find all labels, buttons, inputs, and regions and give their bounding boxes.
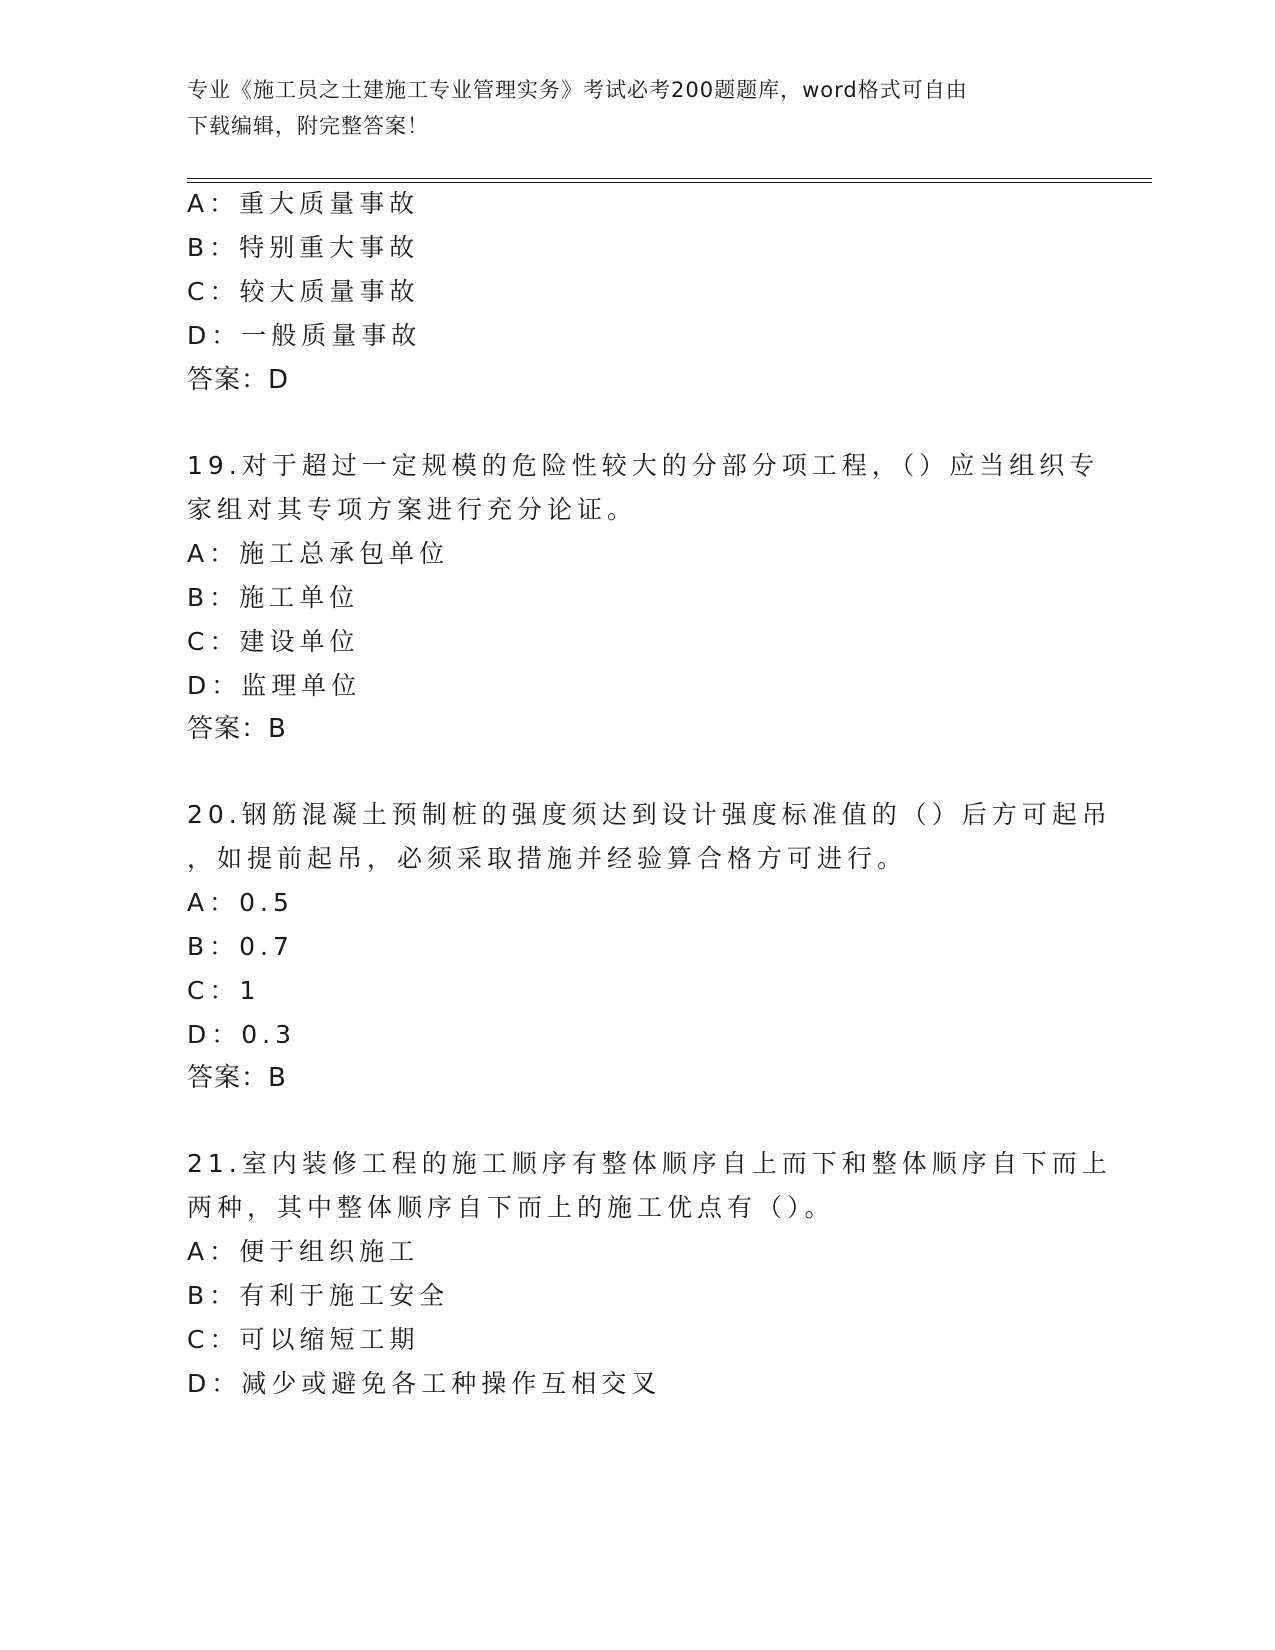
q20-stem-line-2: ，如提前起吊，必须采取措施并经验算合格方可进行。 <box>187 844 908 873</box>
q20-stem-line-1: 20.钢筋混凝土预制桩的强度须达到设计强度标准值的（）后方可起吊 <box>187 800 1112 829</box>
q21-stem-line-2: 两种，其中整体顺序自下而上的施工优点有（）。 <box>187 1193 835 1222</box>
q20-option-a: A：0.5 <box>187 888 294 917</box>
q21-option-d: D：减少或避免各工种操作互相交叉 <box>187 1369 662 1398</box>
q19-stem-line-1: 19.对于超过一定规模的危险性较大的分部分项工程，（）应当组织专 <box>187 451 1100 480</box>
q20-option-b: B：0.7 <box>187 932 294 961</box>
q18-option-c: C：较大质量事故 <box>187 277 420 306</box>
q19-option-a: A：施工总承包单位 <box>187 539 450 568</box>
q21-option-c: C：可以缩短工期 <box>187 1325 420 1354</box>
q18-option-b: B：特别重大事故 <box>187 233 420 262</box>
header-divider <box>187 178 1152 183</box>
header-line-1: 专业《施工员之土建施工专业管理实务》考试必考200题题库，word格式可自由 <box>187 78 968 102</box>
q20-answer: 答案：B <box>187 1063 287 1093</box>
q18-option-a: A：重大质量事故 <box>187 189 420 218</box>
q21-stem-line-1: 21.室内装修工程的施工顺序有整体顺序自上而下和整体顺序自下而上 <box>187 1149 1112 1178</box>
q18-option-d: D：一般质量事故 <box>187 321 422 350</box>
q20-option-d: D：0.3 <box>187 1020 297 1049</box>
q21-option-a: A：便于组织施工 <box>187 1237 420 1266</box>
q19-answer: 答案：B <box>187 714 287 744</box>
q20-option-c: C：1 <box>187 976 261 1005</box>
q19-option-b: B：施工单位 <box>187 583 360 612</box>
q19-option-d: D：监理单位 <box>187 671 362 700</box>
q18-answer: 答案：D <box>187 365 290 395</box>
q19-option-c: C：建设单位 <box>187 627 360 656</box>
q21-option-b: B：有利于施工安全 <box>187 1281 450 1310</box>
q19-stem-line-2: 家组对其专项方案进行充分论证。 <box>187 495 638 524</box>
document-header <box>187 72 1067 144</box>
header-line-2: 下载编辑，附完整答案！ <box>187 114 429 138</box>
